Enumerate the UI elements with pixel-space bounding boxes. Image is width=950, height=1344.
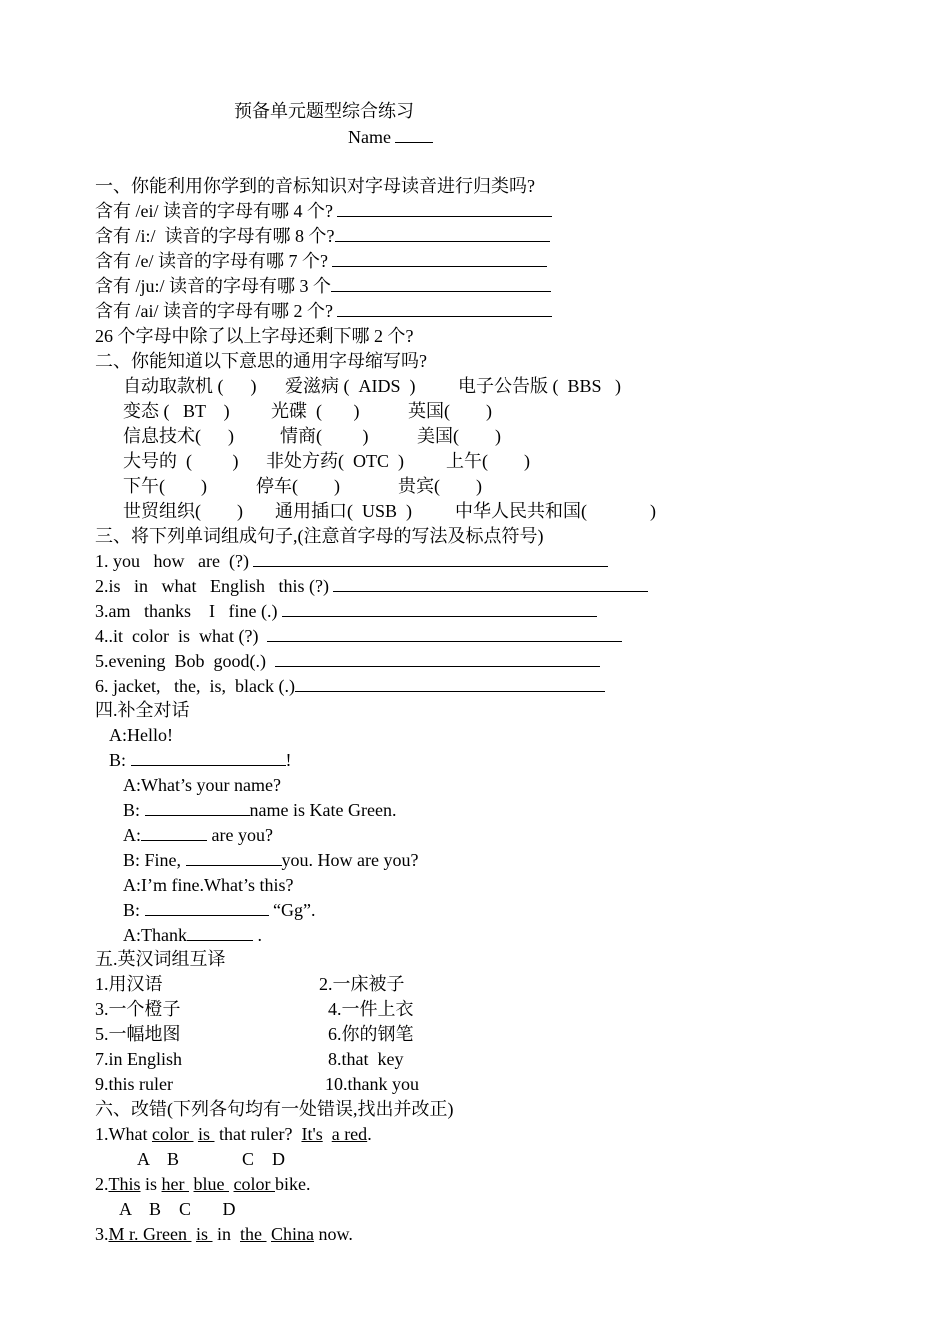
answer-blank[interactable] <box>282 600 597 617</box>
abbr-item: 美国( ) <box>417 426 501 446</box>
answer-blank[interactable] <box>141 824 207 841</box>
answer-blank[interactable] <box>335 225 550 242</box>
question-text: 含有 /i:/ 读音的字母有哪 8 个? <box>95 226 335 246</box>
option-b[interactable]: her <box>161 1174 190 1194</box>
sentence-text: 1.What <box>95 1124 152 1144</box>
name-field <box>348 126 433 148</box>
dialogue-line <box>123 924 262 946</box>
dialogue-text: ! <box>285 750 292 770</box>
reorder-question <box>95 575 648 597</box>
abbr-item: 自动取款机 ( ) <box>123 376 257 396</box>
question-e <box>95 250 547 272</box>
reorder-question <box>95 600 597 622</box>
abbr-item: 情商( ) <box>280 426 369 446</box>
option-d[interactable]: color <box>233 1174 275 1194</box>
name-blank[interactable] <box>395 126 433 143</box>
abbr-item: 光碟 ( ) <box>271 401 360 421</box>
question-text: 4..it color is what (?) <box>95 626 268 646</box>
answer-blank[interactable] <box>275 650 600 667</box>
answer-blank[interactable] <box>187 924 253 941</box>
translate-item: 9.this ruler <box>95 1074 173 1094</box>
section3-heading: 三、将下列单词组成句子,(注意首字母的写法及标点符号) <box>95 526 544 546</box>
abbr-item: 电子公告版 ( BBS ) <box>458 376 622 396</box>
error-question <box>95 1173 311 1195</box>
name-label: Name <box>348 127 391 147</box>
dialogue-line <box>109 749 292 771</box>
reorder-question <box>95 675 605 697</box>
abbr-item: 信息技术( ) <box>123 426 234 446</box>
abbr-item: 世贸组织( ) <box>123 501 243 521</box>
dialogue-text: A:Thank <box>123 925 187 945</box>
translate-item: 1.用汉语 <box>95 974 163 994</box>
dialogue-line: A:I’m fine.What’s this? <box>123 875 294 895</box>
question-text: 含有 /ai/ 读音的字母有哪 2 个? <box>95 301 338 321</box>
dialogue-line <box>123 849 418 871</box>
option-letters: A B C D <box>137 1149 286 1169</box>
sentence-text: that ruler? <box>214 1124 302 1144</box>
sentence-text: in <box>212 1224 241 1244</box>
sentence-text: 2. <box>95 1174 109 1194</box>
section5-heading: 五.英汉词组互译 <box>95 949 226 969</box>
sentence-text <box>323 1124 332 1144</box>
question-i <box>95 225 550 247</box>
question-text: 2.is in what English this (?) <box>95 576 334 596</box>
page-title: 预备单元题型综合练习 <box>234 101 414 121</box>
abbr-item: 大号的 ( ) <box>123 451 239 471</box>
translate-item: 7.in English <box>95 1049 183 1069</box>
abbr-item: 中华人民共和国( ) <box>455 501 656 521</box>
option-c[interactable]: blue <box>193 1174 230 1194</box>
section6-heading: 六、改错(下列各句均有一处错误,找出并改正) <box>95 1099 454 1119</box>
option-d[interactable]: China <box>271 1224 315 1244</box>
translate-item: 2.一床被子 <box>319 974 405 994</box>
sentence-text: is <box>140 1174 162 1194</box>
dialogue-text: are you? <box>207 825 273 845</box>
translate-item: 4.一件上衣 <box>328 999 414 1019</box>
section4-heading: 四.补全对话 <box>95 700 190 720</box>
error-question <box>95 1223 353 1245</box>
reorder-question <box>95 650 600 672</box>
answer-blank[interactable] <box>131 749 286 766</box>
answer-blank[interactable] <box>332 250 547 267</box>
abbr-item: 下午( ) <box>123 476 207 496</box>
question-text: 5.evening Bob good(.) <box>95 651 275 671</box>
dialogue-line: A:What’s your name? <box>123 775 281 795</box>
abbr-item: 上午( ) <box>446 451 530 471</box>
answer-blank[interactable] <box>267 625 622 642</box>
dialogue-text: B: Fine, <box>123 850 186 870</box>
section1-heading: 一、你能利用你学到的音标知识对字母读音进行归类吗? <box>95 176 535 196</box>
dialogue-line <box>123 824 273 846</box>
answer-blank[interactable] <box>333 575 648 592</box>
abbr-item: 英国( ) <box>408 401 492 421</box>
dialogue-line <box>123 799 396 821</box>
option-b[interactable]: is <box>197 1124 215 1144</box>
option-a[interactable]: color <box>151 1124 194 1144</box>
question-text: 含有 /ju:/ 读音的字母有哪 3 个 <box>95 276 332 296</box>
abbr-item: 通用插口( USB ) <box>275 501 413 521</box>
answer-blank[interactable] <box>295 675 605 692</box>
abbr-item: 贵宾( ) <box>398 476 482 496</box>
question-text: 含有 /ei/ 读音的字母有哪 4 个? <box>95 201 338 221</box>
dialogue-text: “Gg”. <box>268 900 316 920</box>
reorder-question <box>95 550 608 572</box>
abbr-item: 停车( ) <box>256 476 340 496</box>
dialogue-line: A:Hello! <box>109 725 173 745</box>
sentence-text: 3. <box>95 1224 109 1244</box>
option-a[interactable]: M r. Green <box>108 1224 192 1244</box>
answer-blank[interactable] <box>331 275 551 292</box>
sentence-text: . <box>367 1124 372 1144</box>
sentence-text: now. <box>314 1224 353 1244</box>
question-remaining: 26 个字母中除了以上字母还剩下哪 2 个? <box>95 326 414 346</box>
sentence-text: bike. <box>275 1174 311 1194</box>
translate-item: 6.你的钢笔 <box>328 1024 414 1044</box>
answer-blank[interactable] <box>145 799 250 816</box>
answer-blank[interactable] <box>337 300 552 317</box>
abbr-item: 爱滋病 ( AIDS ) <box>285 376 416 396</box>
error-question <box>95 1123 372 1145</box>
answer-blank[interactable] <box>253 550 608 567</box>
question-text: 3.am thanks I fine (.) <box>95 601 282 621</box>
answer-blank[interactable] <box>337 200 552 217</box>
dialogue-text: name is Kate Green. <box>249 800 397 820</box>
section2-heading: 二、你能知道以下意思的通用字母缩写吗? <box>95 351 427 371</box>
question-ju <box>95 275 551 297</box>
dialogue-text: . <box>252 925 262 945</box>
answer-blank[interactable] <box>145 899 269 916</box>
answer-blank[interactable] <box>186 849 282 866</box>
translate-item: 5.一幅地图 <box>95 1024 181 1044</box>
question-text: 6. jacket, the, is, black (.) <box>95 676 295 696</box>
abbr-item: 非处方药( OTC ) <box>266 451 404 471</box>
question-ei <box>95 200 552 222</box>
question-ai <box>95 300 552 322</box>
dialogue-text: B: <box>123 900 145 920</box>
option-letters: A B C D <box>119 1199 236 1219</box>
dialogue-line <box>123 899 316 921</box>
option-c[interactable]: It's <box>301 1124 323 1144</box>
option-a[interactable]: This <box>108 1174 141 1194</box>
option-c[interactable]: the <box>240 1224 267 1244</box>
dialogue-text: B: <box>123 800 145 820</box>
question-text: 1. you how are (?) <box>95 551 254 571</box>
reorder-question <box>95 625 622 647</box>
option-d[interactable]: a red <box>331 1124 368 1144</box>
dialogue-text: B: <box>109 750 131 770</box>
abbr-item: 变态 ( BT ) <box>123 401 230 421</box>
translate-item: 10.thank you <box>325 1074 419 1094</box>
question-text: 含有 /e/ 读音的字母有哪 7 个? <box>95 251 333 271</box>
option-b[interactable]: is <box>195 1224 213 1244</box>
dialogue-text: you. How are you? <box>281 850 419 870</box>
translate-item: 8.that key <box>328 1049 404 1069</box>
translate-item: 3.一个橙子 <box>95 999 181 1019</box>
dialogue-text: A: <box>123 825 141 845</box>
